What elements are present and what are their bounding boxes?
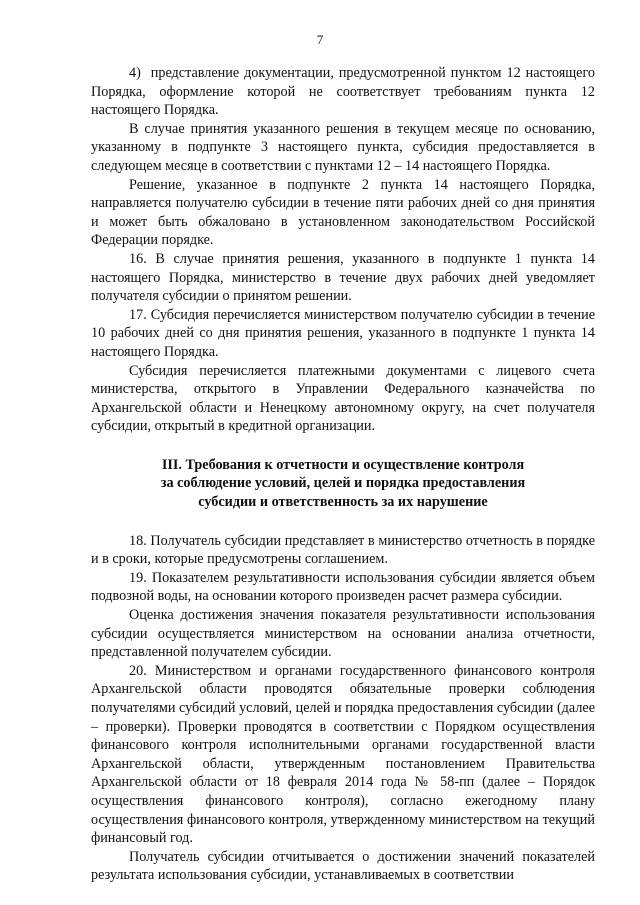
paragraph: 17. Субсидия перечисляется министерством получателю субсидии в течение 10 рабочих дней со дня принятия решения, указанного в подпункте 1 пункта 14 настоящего Порядка. [91,306,595,360]
paragraph: 4) представление документации, предусмотренной пунктом 12 настоящего Порядка, оформление которой не соответствует требованиям пункта 12 настоящего Порядка. [91,65,595,119]
paragraph: Субсидия перечисляется платежными документами с лицевого счета министерства, открытого в Управлении Федерального казначейства по Архангельской области и Ненецкому автономному округу, на счет получателя субсидии, открытый в кредитной организации. [91,362,595,435]
paragraph: Получатель субсидии отчитывается о достижении значений показателей результата использования субсидии, устанавливаемых в соответствии [91,848,595,884]
document-body [91,64,595,885]
section-heading-line: субсидии и ответственность за их нарушение [198,494,488,511]
paragraph: Оценка достижения значения показателя результативности использования субсидии осуществляется министерством на основании анализа отчетности, представленной получателем субсидии. [91,607,595,661]
paragraph: В случае принятия указанного решения в текущем месяце по основанию, указанному в подпункте 3 настоящего пункта, субсидия предоставляется в следующем месяце в соответствии с пунктами 12 – 14 настоящего Порядка. [91,120,595,174]
section-heading-line: III. Требования к отчетности и осуществление контроля [161,456,525,473]
section-heading [91,456,595,512]
paragraph: 20. Министерством и органами государственного финансового контроля Архангельской области проводятся обязательные проверки соблюдения получателями субсидий условий, целей и порядка предоставления субсидии (далее – проверки). Проверки проводятся в соответствии с Порядком осуществления финансового контроля исполнительными органами государственной власти Архангельской области, утвержденным постановлением Правительства Архангельской области от 18 февраля 2014 года № 58-пп (далее – Порядок осуществления финансового контроля), согласно ежегодному плану осуществления финансового контроля, утвержденному министерством на текущий финансовый год. [91,662,595,847]
paragraph: 16. В случае принятия решения, указанного в подпункте 1 пункта 14 настоящего Порядка, министерство в течение двух рабочих дней уведомляет получателя субсидии о принятом решении. [91,250,595,305]
paragraph: Решение, указанное в подпункте 2 пункта 14 настоящего Порядка, направляется получателю субсидии в течение пяти рабочих дней со дня принятия и может быть обжаловано в установленном законодательством Российской Федерации порядке. [91,176,595,249]
section-heading-line: за соблюдение условий, целей и порядка предоставления [160,475,526,492]
paragraph: 19. Показателем результативности использования субсидии является объем подвозной воды, на основании которого произведен расчет размера субсидии. [91,569,595,605]
paragraph: 18. Получатель субсидии представляет в министерство отчетность в порядке и в сроки, которые предусмотрены соглашением. [91,532,595,568]
page-number: 7 [316,32,324,47]
